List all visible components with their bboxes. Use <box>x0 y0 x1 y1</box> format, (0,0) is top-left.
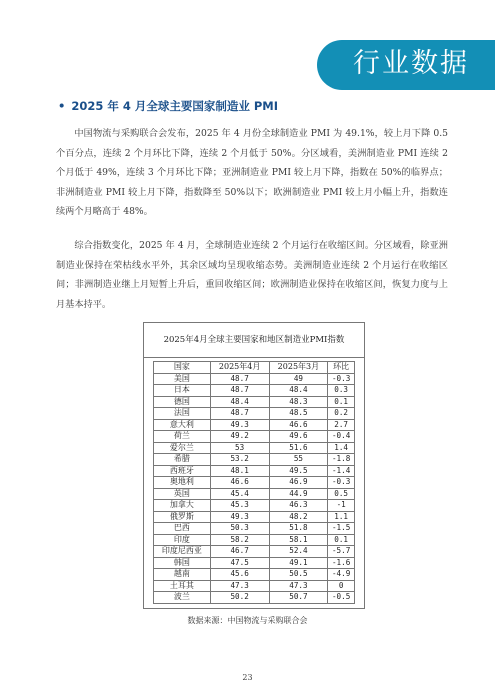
table-row <box>154 431 355 443</box>
table-row <box>154 500 355 512</box>
cell-value: 58.2 <box>210 534 269 546</box>
cell-value: 51.8 <box>269 523 328 535</box>
pmi-table-container <box>143 322 365 609</box>
cell-value: 48.7 <box>210 373 269 385</box>
cell-value: -4.9 <box>328 569 355 581</box>
pmi-table <box>153 361 355 604</box>
cell-value: 1.4 <box>328 442 355 454</box>
cell-country: 印度尼西亚 <box>154 546 211 558</box>
cell-value: 46.9 <box>269 477 328 489</box>
table-header-row <box>154 362 355 374</box>
cell-value: -1.8 <box>328 454 355 466</box>
cell-value: 47.3 <box>269 580 328 592</box>
cell-value: 48.3 <box>269 396 328 408</box>
cell-value: 48.4 <box>210 396 269 408</box>
cell-country: 韩国 <box>154 557 211 569</box>
bullet-icon: • <box>58 99 66 113</box>
cell-value: 49.3 <box>210 511 269 523</box>
paragraph-2: 综合指数变化，2025 年 4 月，全球制造业连续 2 个月运行在收缩区间。分区域看，除亚洲制造业保持在荣枯线水平外，其余区域均呈现收缩态势。美洲制造业连续 2 个月运行在收缩区间；非洲制造业继上月短暂上升后，重回收缩区间；欧洲制造业保持在收缩区间，恢复力度与上月基本持平。 <box>56 240 448 310</box>
cell-value: 50.3 <box>210 523 269 535</box>
table-row <box>154 557 355 569</box>
table-row <box>154 408 355 420</box>
table-row <box>154 465 355 477</box>
cell-value: -1.6 <box>328 557 355 569</box>
cell-value: 55 <box>269 454 328 466</box>
cell-country: 德国 <box>154 396 211 408</box>
cell-value: 58.1 <box>269 534 328 546</box>
article-heading <box>58 97 278 115</box>
cell-value: 0 <box>328 580 355 592</box>
cell-value: 49.3 <box>210 419 269 431</box>
page-number: 23 <box>242 673 253 682</box>
header-country: 国家 <box>154 362 211 374</box>
cell-country: 爱尔兰 <box>154 442 211 454</box>
cell-value: -0.3 <box>328 373 355 385</box>
cell-value: -0.3 <box>328 477 355 489</box>
cell-country: 土耳其 <box>154 580 211 592</box>
cell-value: 45.3 <box>210 500 269 512</box>
table-body <box>154 373 355 603</box>
table-row <box>154 580 355 592</box>
cell-value: 1.1 <box>328 511 355 523</box>
cell-value: -1.5 <box>328 523 355 535</box>
cell-value: 49.6 <box>269 431 328 443</box>
cell-value: 46.6 <box>269 419 328 431</box>
table-row <box>154 396 355 408</box>
cell-country: 俄罗斯 <box>154 511 211 523</box>
cell-value: 45.4 <box>210 488 269 500</box>
cell-country: 英国 <box>154 488 211 500</box>
data-source: 数据来源：中国物流与采购联合会 <box>187 616 308 625</box>
cell-country: 西班牙 <box>154 465 211 477</box>
article-heading-text: 2025 年 4 月全球主要国家制造业 PMI <box>71 99 279 113</box>
cell-value: -0.5 <box>328 592 355 604</box>
cell-country: 美国 <box>154 373 211 385</box>
cell-country: 日本 <box>154 385 211 397</box>
cell-country: 印度 <box>154 534 211 546</box>
cell-country: 奥地利 <box>154 477 211 489</box>
table-row <box>154 488 355 500</box>
cell-value: 49.2 <box>210 431 269 443</box>
cell-value: 50.5 <box>269 569 328 581</box>
table-row <box>154 534 355 546</box>
table-row <box>154 546 355 558</box>
cell-value: 49 <box>269 373 328 385</box>
cell-value: 48.7 <box>210 408 269 420</box>
header-mar: 2025年3月 <box>269 362 328 374</box>
table-row <box>154 442 355 454</box>
table-row <box>154 419 355 431</box>
cell-value: -1.4 <box>328 465 355 477</box>
cell-value: 47.3 <box>210 580 269 592</box>
table-row <box>154 569 355 581</box>
cell-value: 48.5 <box>269 408 328 420</box>
cell-value: 49.5 <box>269 465 328 477</box>
cell-value: 0.2 <box>328 408 355 420</box>
table-row <box>154 523 355 535</box>
header-change: 环比 <box>328 362 355 374</box>
table-row <box>154 477 355 489</box>
table-row <box>154 511 355 523</box>
cell-country: 希腊 <box>154 454 211 466</box>
cell-value: 46.7 <box>210 546 269 558</box>
table-row <box>154 592 355 604</box>
cell-value: 53 <box>210 442 269 454</box>
cell-value: 2.7 <box>328 419 355 431</box>
cell-value: 46.6 <box>210 477 269 489</box>
cell-value: 51.6 <box>269 442 328 454</box>
paragraph-1: 中国物流与采购联合会发布，2025 年 4 月份全球制造业 PMI 为 49.1%，较上月下降 0.5 个百分点，连续 2 个月环比下降，连续 2 个月低于 50%。分区域看，美洲制造业 PMI 连续 2 个月低于 49%，连续 3 个月环比下降；亚洲制造业 PMI 较上月下降，指数在 50%的临界点；非洲制造业 PMI 较上月下降，指数降至 50%以下；欧洲制造业 PMI 较上月小幅上升，指数连续两个月略高于 48%。 <box>56 128 448 217</box>
cell-country: 法国 <box>154 408 211 420</box>
cell-value: 47.5 <box>210 557 269 569</box>
cell-value: -0.4 <box>328 431 355 443</box>
cell-country: 意大利 <box>154 419 211 431</box>
cell-country: 荷兰 <box>154 431 211 443</box>
table-row <box>154 385 355 397</box>
cell-country: 波兰 <box>154 592 211 604</box>
cell-value: 48.2 <box>269 511 328 523</box>
cell-value: -1 <box>328 500 355 512</box>
cell-value: 53.2 <box>210 454 269 466</box>
cell-value: -5.7 <box>328 546 355 558</box>
cell-value: 48.4 <box>269 385 328 397</box>
table-row <box>154 454 355 466</box>
header-apr: 2025年4月 <box>210 362 269 374</box>
cell-country: 加拿大 <box>154 500 211 512</box>
table-title: 2025年4月全球主要国家和地区制造业PMI指数 <box>144 323 364 358</box>
cell-value: 48.7 <box>210 385 269 397</box>
cell-value: 50.2 <box>210 592 269 604</box>
section-title: 行业数据 <box>353 48 469 79</box>
cell-value: 0.3 <box>328 385 355 397</box>
cell-country: 巴西 <box>154 523 211 535</box>
cell-value: 48.1 <box>210 465 269 477</box>
cell-value: 0.5 <box>328 488 355 500</box>
cell-value: 0.1 <box>328 396 355 408</box>
cell-value: 52.4 <box>269 546 328 558</box>
cell-country: 越南 <box>154 569 211 581</box>
cell-value: 50.7 <box>269 592 328 604</box>
table-row <box>154 373 355 385</box>
cell-value: 45.6 <box>210 569 269 581</box>
cell-value: 0.1 <box>328 534 355 546</box>
cell-value: 44.9 <box>269 488 328 500</box>
cell-value: 46.3 <box>269 500 328 512</box>
cell-value: 49.1 <box>269 557 328 569</box>
